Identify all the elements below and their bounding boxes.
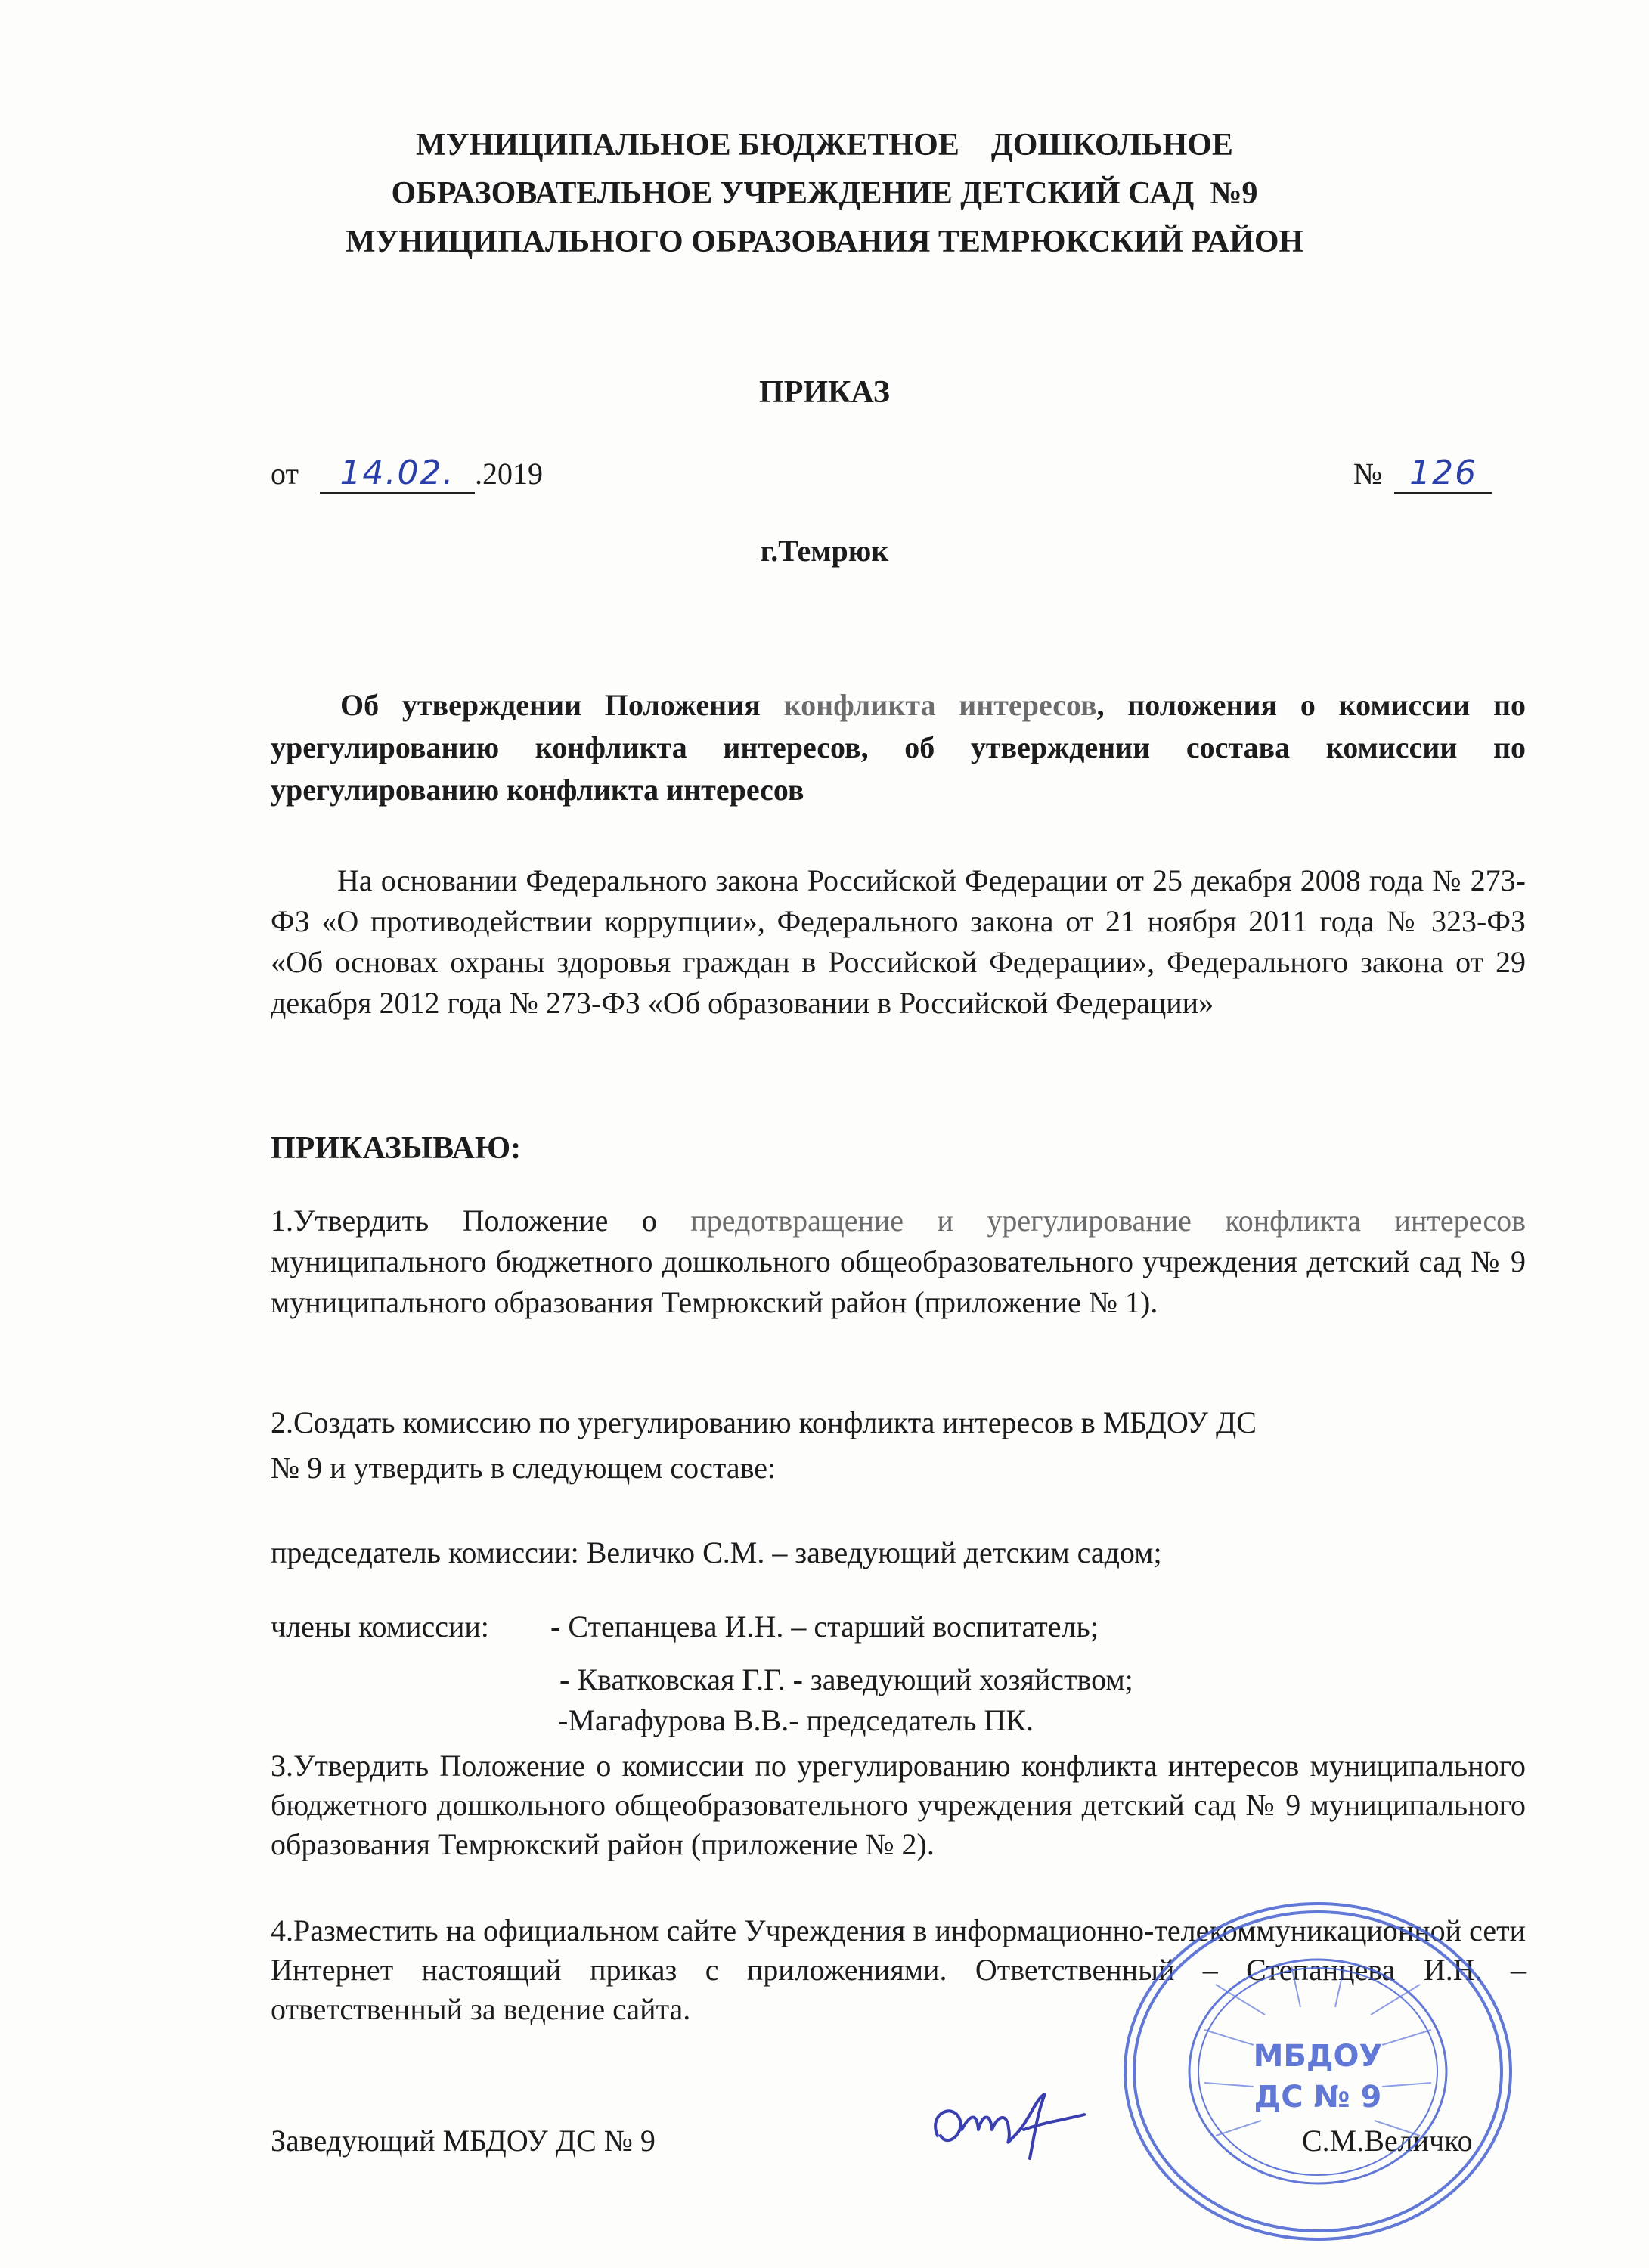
stamp-center-line-1: МБДОУ xyxy=(1253,2039,1383,2074)
members-label: члены комиссии: xyxy=(271,1610,489,1644)
document-title: ПРИКАЗ xyxy=(759,375,890,410)
signatory-position: Заведующий МБДОУ ДС № 9 xyxy=(271,2124,656,2158)
number-line xyxy=(1353,454,1492,494)
subject-part-3: , положения о комиссии по урегулированию конфликта интересов, об утверждении состава комиссии по урегулированию конфликта интересов xyxy=(271,688,1526,807)
official-stamp xyxy=(1102,1894,1533,2249)
member-3: -Магафурова В.В.- председатель ПК. xyxy=(558,1703,1034,1737)
legal-basis xyxy=(271,860,1526,1024)
item-4: 4.Разместить на официальном сайте Учреждения в информационно-телекоммуникационной сети Интернет настоящий приказ с приложениями. Ответственный – Степанцева И.Н. – ответственный за ведение сайта. xyxy=(271,1913,1526,2026)
stamp-center-line-2: ДС № 9 xyxy=(1254,2080,1382,2115)
city: г.Темрюк xyxy=(760,534,889,568)
item-2-line-2: № 9 и утвердить в следующем составе: xyxy=(271,1451,776,1485)
number-prefix: № xyxy=(1353,457,1383,491)
date-prefix: от xyxy=(271,457,299,491)
date-handwritten: 14.02. xyxy=(339,454,455,492)
item-1 xyxy=(271,1201,1526,1323)
signature xyxy=(924,2083,1090,2166)
organization-header xyxy=(0,121,1649,266)
date-field xyxy=(320,454,475,494)
order-subject xyxy=(271,684,1526,811)
subject-part-2: конфликта интересов xyxy=(783,688,1097,722)
member-2: - Кватковская Г.Г. - заведующий хозяйством; xyxy=(559,1662,1133,1696)
date-line xyxy=(271,454,543,494)
subject-part-1: Об утверждении Положения xyxy=(340,688,784,722)
order-word: ПРИКАЗЫВАЮ: xyxy=(271,1131,522,1166)
org-line-3: МУНИЦИПАЛЬНОГО ОБРАЗОВАНИЯ ТЕМРЮКСКИЙ РАЙОН xyxy=(345,225,1304,259)
item-3: 3.Утвердить Положение о комиссии по урегулированию конфликта интересов муниципального бюджетного дошкольного общеобразовательного учреждения детский сад № 9 муниципального образования Темрюкский район (приложение № 2). xyxy=(271,1749,1526,1861)
number-handwritten: 126 xyxy=(1409,454,1478,492)
item-2-line-1: 2.Создать комиссию по урегулированию конфликта интересов в МБДОУ ДС xyxy=(271,1405,1257,1439)
number-field xyxy=(1394,454,1492,494)
org-line-1: МУНИЦИПАЛЬНОЕ БЮДЖЕТНОЕ ДОШКОЛЬНОЕ xyxy=(416,128,1233,163)
item-1-part-2: предотвращение и урегулирование конфликта интересов xyxy=(690,1204,1526,1238)
legal-basis-text: На основании Федерального закона Российской Федерации от 25 декабря 2008 года № 273-ФЗ «О противодействии коррупции», Федерального закона от 21 ноября 2011 года № 323-ФЗ «Об основах охраны здоровья граждан в Российской Федерации», Федерального закона от 29 декабря 2012 года № 273-ФЗ «Об образовании в Российской Федерации» xyxy=(271,863,1526,1020)
commission-chair: председатель комиссии: Величко С.М. – заведующий детским садом; xyxy=(271,1535,1162,1569)
signatory-name: С.М.Величко xyxy=(1302,2124,1473,2158)
item-1-part-3: муниципального бюджетного дошкольного общеобразовательного учреждения детский сад № 9 муниципального образования Темрюкский район (приложение № 1). xyxy=(271,1244,1526,1319)
org-line-2: ОБРАЗОВАТЕЛЬНОЕ УЧРЕЖДЕНИЕ ДЕТСКИЙ САД №9 xyxy=(391,176,1258,211)
member-1: - Степанцева И.Н. – старший воспитатель; xyxy=(550,1610,1099,1644)
item-1-part-1: 1.Утвердить Положение о xyxy=(271,1204,691,1238)
date-year: .2019 xyxy=(474,457,543,491)
